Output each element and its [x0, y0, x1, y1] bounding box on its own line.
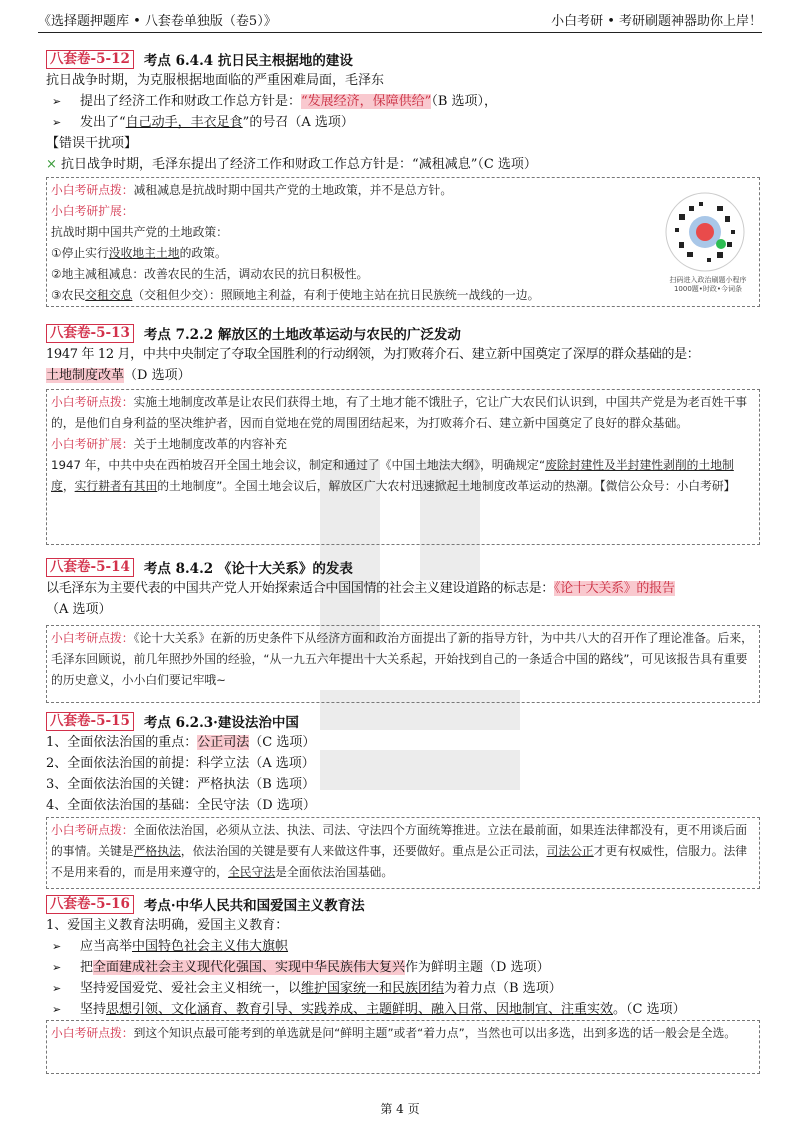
section-heading: 考点 8.4.2 《论十大关系》的发表: [143, 561, 353, 577]
arrow-bullet-icon: ➢: [52, 940, 62, 953]
bullet-item: ➢ 应当高举中国特色社会主义伟大旗帜: [46, 936, 760, 957]
arrow-bullet-icon: ➢: [52, 116, 62, 129]
section-title: [46, 893, 760, 915]
bullet-item: ➢ 发出了“自己动手，丰衣足食”的号召（A 选项）: [46, 112, 760, 133]
header-left: 《选择题押题库 • 八套卷单独版（卷5）》: [38, 14, 277, 29]
section-heading: 考点·中华人民共和国爱国主义教育法: [143, 898, 365, 914]
para: 抗日战争时期，为克服根据地面临的严重困难局面，毛泽东: [46, 73, 385, 88]
list-item: 4、全面依法治国的基础：全民守法（D 选项）: [46, 798, 316, 813]
para: 以毛泽东为主要代表的中国共产党人开始探索适合中国国情的社会主义建设道路的标志是：《论十大关系》的报告: [46, 581, 675, 596]
section-title: [46, 48, 760, 70]
bullet-item: ➢ 坚持思想引领、文化涵育、教育引导、实践养成、主题鲜明、融入日常、因地制宜、注重实效。（C 选项）: [46, 999, 760, 1020]
arrow-bullet-icon: ➢: [52, 961, 62, 974]
arrow-bullet-icon: ➢: [52, 1003, 62, 1016]
tip-box-5-12: 小白考研点拨：减租减息是抗战时期中国共产党的土地政策，并不是总方针。 小白考研扩展： 抗战时期中国共产党的土地政策： ①停止实行没收地主土地的政策。 ②地主减租减息：改善农民的生活，调动农民的抗日积极性。 ③农民交租交息（交租但少交）：照顾地主利益，有利于使地主站在抗日民族统一战线的一边。 扫码进入政治刷题小程序 1000题•时政•今词条: [46, 177, 760, 307]
section-title: [46, 710, 760, 732]
section-5-13: [46, 322, 760, 386]
section-title: [46, 556, 760, 578]
page-number: 第 4 页: [380, 1102, 420, 1116]
para: （A 选项）: [46, 602, 112, 617]
para: 1、爱国主义教育法明确，爱国主义教育：: [46, 918, 289, 933]
question-tag: 八套卷-5-12: [46, 50, 134, 69]
section-5-14: [46, 556, 760, 620]
section-5-12: [46, 48, 760, 175]
section-heading: 考点 6.4.4 抗日民主根据地的建设: [143, 53, 353, 69]
bullet-item: ➢ 坚持爱国爱党、爱社会主义相统一，以维护国家统一和民族团结为着力点（B 选项）: [46, 978, 760, 999]
bullet-item: ➢ 把全面建成社会主义现代化强国、实现中华民族伟大复兴作为鲜明主题（D 选项）: [46, 957, 760, 978]
qr-code[interactable]: 扫码进入政治刷题小程序 1000题•时政•今词条: [665, 192, 751, 294]
tip-box-5-16: 小白考研点拨：到这个知识点最可能考到的单选就是问“鲜明主题”或者“着力点”，当然也可以出多选，出到多选的话一般会是全选。: [46, 1020, 760, 1074]
section-title: [46, 322, 760, 344]
section-heading: 考点 7.2.2 解放区的土地改革运动与农民的广泛发动: [143, 327, 461, 343]
list-item: 1、全面依法治国的重点：公正司法（C 选项）: [46, 735, 316, 750]
list-item: 2、全面依法治国的前提：科学立法（A 选项）: [46, 756, 315, 771]
question-tag: 八套卷-5-15: [46, 712, 134, 731]
arrow-bullet-icon: ➢: [52, 95, 62, 108]
para: 1947 年 12 月，中共中央制定了夺取全国胜利的行动纲领，为打败蒋介石、建立新中国奠定了深厚的群众基础的是：: [46, 347, 700, 362]
question-tag: 八套卷-5-16: [46, 895, 134, 914]
answer-line: 土地制度改革（D 选项）: [46, 368, 191, 383]
qr-code-icon: [665, 192, 745, 272]
header-right: 小白考研 • 考研刷题神器助你上岸！: [551, 14, 762, 29]
section-5-16: [46, 893, 760, 1020]
bullet-item: ➢ 提出了经济工作和财政工作总方针是：“发展经济，保障供给”（B 选项），: [46, 91, 760, 112]
wrong-label: 【错误干扰项】: [46, 136, 138, 151]
wrong-item: × 抗日战争时期，毛泽东提出了经济工作和财政工作总方针是：“减租减息”（C 选项）: [46, 157, 537, 172]
arrow-bullet-icon: ➢: [52, 982, 62, 995]
list-item: 3、全面依法治国的关键：严格执法（B 选项）: [46, 777, 315, 792]
section-heading: 考点 6.2.3·建设法治中国: [143, 715, 299, 731]
page-header: [38, 10, 762, 33]
section-5-15: [46, 710, 760, 816]
tip-box-5-13: 小白考研点拨：实施土地制度改革是让农民们获得土地，有了土地才能不饿肚子，它让广大农民们认识到，中国共产党是为老百姓干事的，是他们自身利益的坚决维护者，因而自觉地在党的周围团结起来，为打败蒋介石、建立新中国奠定了良好的群众基础。 小白考研扩展：关于土地制度改革的内容补充 1947 年，中共中央在西柏坡召开全国土地会议，制定和通过了《中国土地法大纲》，明确规定“废除封建性及半封建性剥削的土地制度，实行耕者有其田的土地制度”。全国土地会议后，解放区广大农村迅速掀起土地制度改革运动的热潮。【微信公众号：小白考研】: [46, 389, 760, 545]
question-tag: 八套卷-5-14: [46, 558, 134, 577]
tip-box-5-15: 小白考研点拨：全面依法治国，必须从立法、执法、司法、守法四个方面统筹推进。立法在最前面，如果连法律都没有，更不用谈后面的事情。关键是严格执法，依法治国的关键是要有人来做这件事，还要做好。重点是公正司法，司法公正才更有权威性，信服力。法律不是用来看的，而是用来遵守的，全民守法是全面依法治国基础。: [46, 817, 760, 889]
cross-icon: ×: [46, 157, 57, 172]
tip-box-5-14: 小白考研点拨：《论十大关系》在新的历史条件下从经济方面和政治方面提出了新的指导方针，为中共八大的召开作了理论准备。后来，毛泽东回顾说，前几年照抄外国的经验，“从一九五六年提出十大关系起，开始找到自己的一条适合中国的路线”，可见该报告具有重要的历史意义，小小白们要记牢哦~: [46, 625, 760, 703]
question-tag: 八套卷-5-13: [46, 324, 134, 343]
